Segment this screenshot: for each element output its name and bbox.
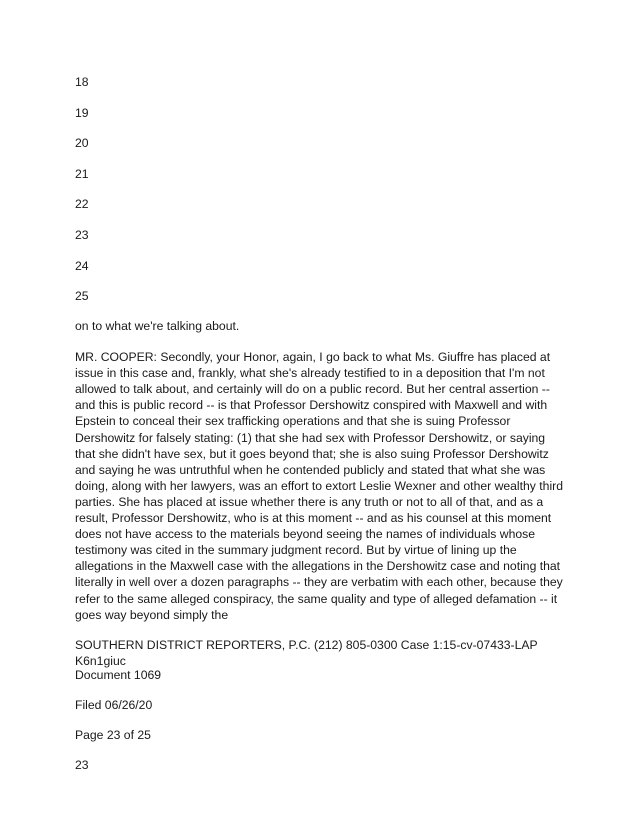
- continuation-paragraph: on to what we're talking about.: [75, 319, 240, 333]
- testimony-paragraph: MR. COOPER: Secondly, your Honor, again, I go back to what Ms. Giuffre has placed at issue in this case and, frankly, what she's already testified to in a deposition that I'm not allowed to talk about, and certainly will do on a public record. But her central assertion -- and this is public record -- is that Professor Dershowitz conspired with Maxwell and with Epstein to conceal their sex trafficking operations and that she is suing Professor Dershowitz for falsely stating: (1) that she had sex with Professor Dershowitz, or saying that she didn't have sex, but it goes beyond that; she is also suing Professor Dershowitz and saying he was untruthful when he contended publicly and stated that what she was doing, along with her lawyers, was an effort to extort Leslie Wexner and other wealthy third parties. She has placed at issue whether there is any truth or not to all of that, and as a result, Professor Dershowitz, who is at this moment -- and as his counsel at this moment does not have access to the materials beyond seeing the names of individuals whose testimony was cited in the summary judgment record. But by virtue of lining up the allegations in the Maxwell case with the allegations in the Dershowitz case and noting that literally in well over a dozen paragraphs -- they are verbatim with each other, because they refer to the same alleged conspiracy, the same quality and type of alleged defamation -- it goes way beyond simply the: [75, 350, 563, 622]
- document-number: Document 1069: [75, 667, 162, 682]
- reporter-line: SOUTHERN DISTRICT REPORTERS, P.C. (212) 805-0300 Case 1:15-cv-07433-LAP K6n1giuc: [75, 637, 538, 668]
- line-number-column: [75, 74, 89, 319]
- filed-date: Filed 06/26/20: [75, 697, 153, 712]
- page-number: 23: [75, 757, 89, 772]
- line-number: 23: [75, 227, 89, 242]
- line-number: 22: [75, 197, 89, 212]
- line-number: 24: [75, 258, 89, 273]
- line-number: 25: [75, 289, 89, 304]
- line-number: 19: [75, 105, 89, 120]
- line-number: 21: [75, 166, 89, 181]
- line-number: 18: [75, 75, 89, 89]
- line-number: 20: [75, 136, 89, 151]
- transcript-body: [75, 318, 567, 787]
- page-of-count: Page 23 of 25: [75, 727, 151, 742]
- page-footer: [75, 637, 567, 787]
